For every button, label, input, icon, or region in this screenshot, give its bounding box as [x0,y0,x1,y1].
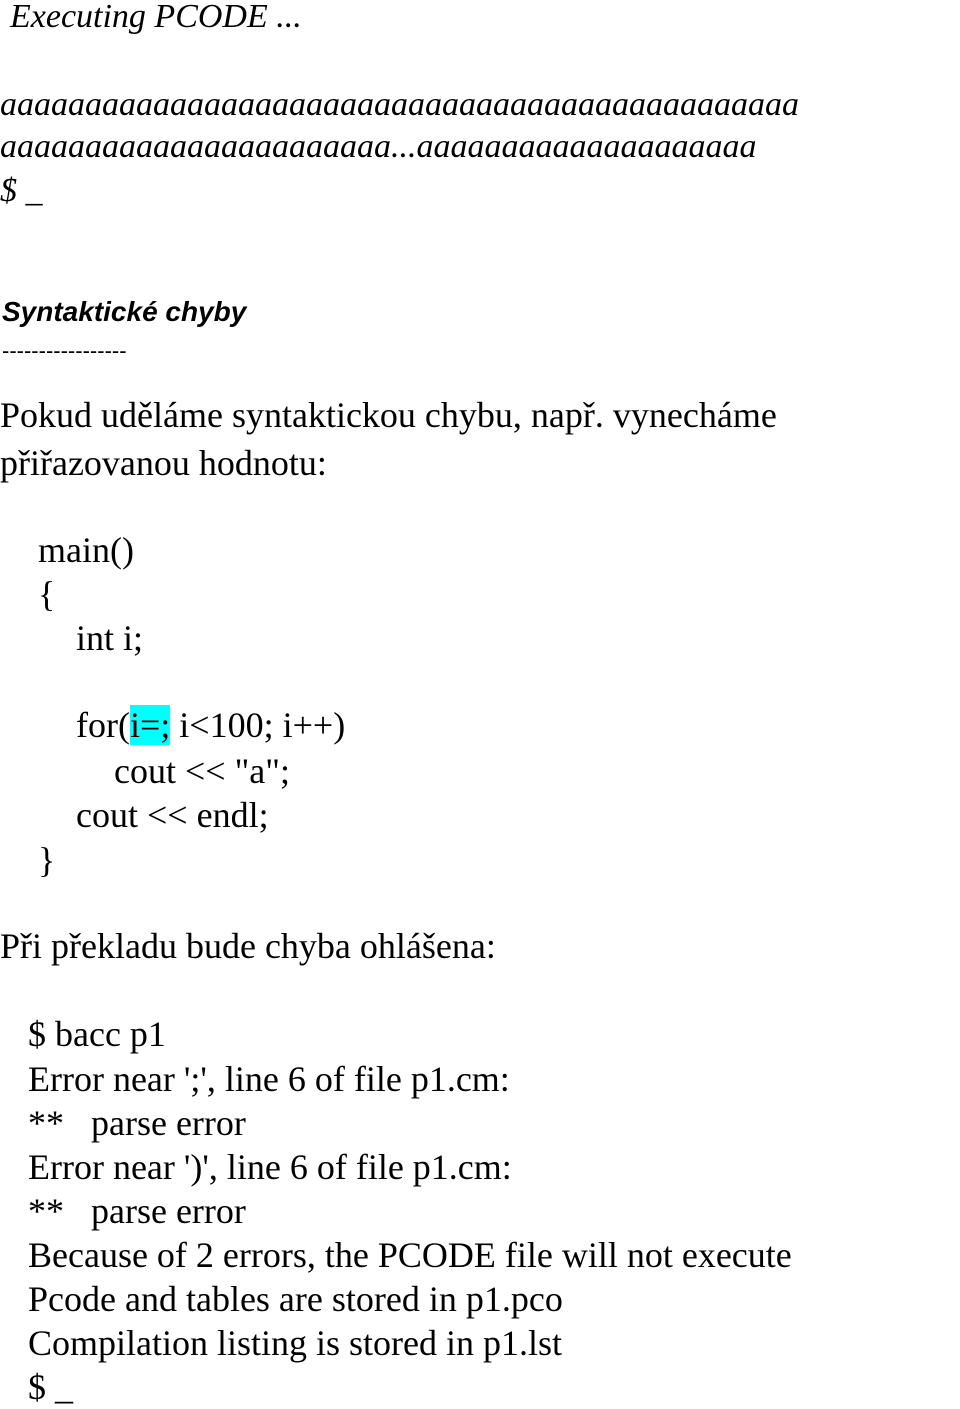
executing-heading: Executing PCODE ... [10,0,302,35]
terminal-line-8: Compilation listing is stored in p1.lst [28,1323,563,1363]
code-line-5: cout << "a"; [114,751,290,791]
terminal-line-4: Error near ')', line 6 of file p1.cm: [28,1147,512,1187]
prompt-line: $ _ [0,172,43,209]
terminal-line-5: ** parse error [28,1191,246,1231]
output-line-1: aaaaaaaaaaaaaaaaaaaaaaaaaaaaaaaaaaaaaaaaaaaaaaa [0,86,799,123]
code-line-7: } [38,840,56,880]
code-line-1: main() [38,530,134,570]
section-title: Syntaktické chyby [2,296,247,327]
paragraph-1-line-1: Pokud uděláme syntaktickou chybu, např. vynecháme [0,395,777,435]
terminal-line-7: Pcode and tables are stored in p1.pco [28,1279,563,1319]
terminal-line-3: ** parse error [28,1103,246,1143]
output-line-2: aaaaaaaaaaaaaaaaaaaaaaa...aaaaaaaaaaaaaaaaaaaa [0,128,757,165]
paragraph-1-line-2: přiřazovanou hodnotu: [0,443,327,483]
highlighted-error-token: i=; [129,705,171,745]
code-line-3: int i; [76,618,144,658]
code-line-4-suffix: i<100; i++) [170,705,346,745]
code-line-6: cout << endl; [76,795,269,835]
paragraph-2-line-1: Při překladu bude chyba ohlášena: [0,926,496,966]
terminal-line-6: Because of 2 errors, the PCODE file will not execute [28,1235,792,1275]
terminal-line-1: $ bacc p1 [28,1014,166,1054]
code-line-4 [76,707,345,743]
terminal-line-2: Error near ';', line 6 of file p1.cm: [28,1059,510,1099]
code-line-4-prefix: for( [76,705,130,745]
section-rule: ----------------- [2,338,127,363]
code-line-2: { [38,574,56,614]
terminal-line-9: $ _ [28,1367,73,1407]
